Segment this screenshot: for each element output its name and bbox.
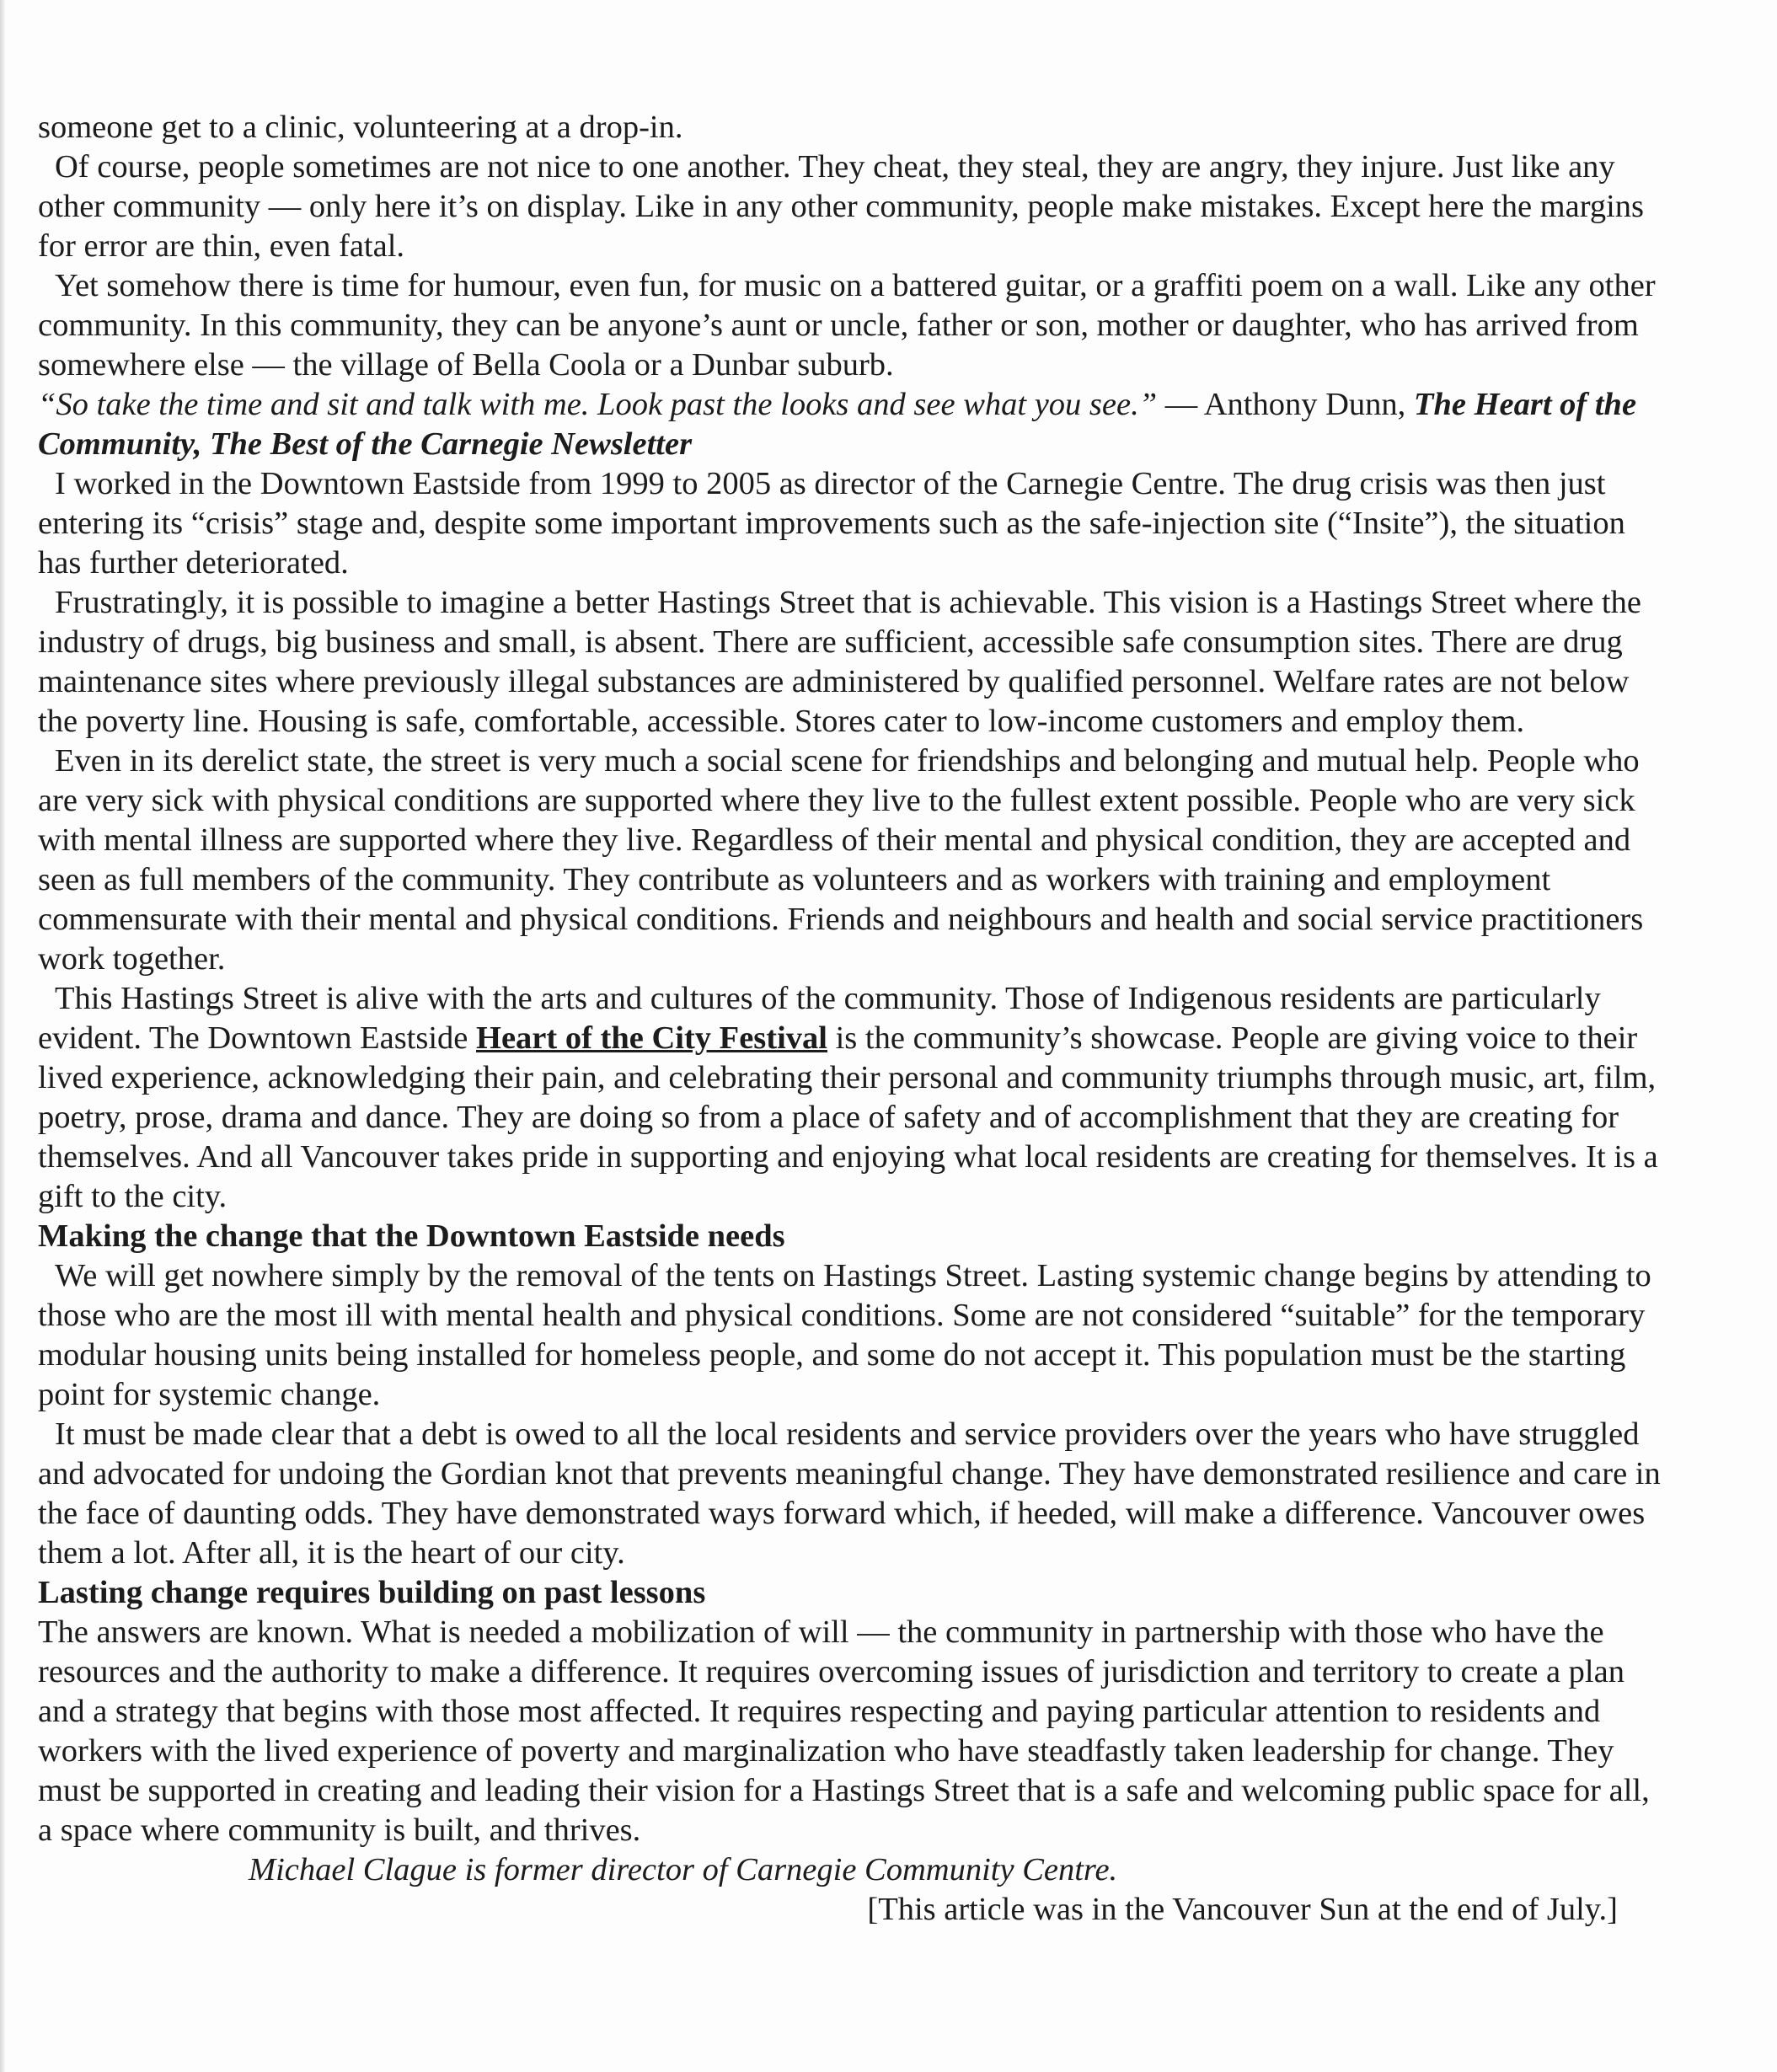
section-heading-change: Making the change that the Downtown Eastside needs — [38, 1218, 785, 1254]
paragraph-community: Of course, people sometimes are not nice to one another. They cheat, they steal, they are angry, they injure. Just like any other community — only here it’s on display. Like in any other community, people make mistakes. Except here the margins for error are thin, even fatal. — [38, 149, 1645, 264]
section-heading-lessons: Lasting change requires building on past lessons — [38, 1575, 706, 1610]
quote-attribution: — Anthony Dunn, — [1157, 387, 1414, 422]
paragraph-vision: Frustratingly, it is possible to imagine a better Hastings Street that is achievable. This vision is a Hastings Street where the industry of drugs, big business and small, is absent. There are sufficient, accessible safe consumption sites. There are drug maintenance sites where previously illegal substances are administered by qualified personnel. Welfare rates are not below the poverty line. Housing is safe, comfortable, accessible. Stores cater to low-income customers and employ them. — [38, 585, 1641, 739]
scan-edge-shadow — [0, 0, 5, 2072]
quote-source-title: The Heart of the Community, The Best of the Carnegie Newsletter — [38, 387, 1637, 462]
author-byline: Michael Clague is former director of Carnegie Community Centre. — [249, 1852, 1118, 1887]
paragraph-director: I worked in the Downtown Eastside from 1999 to 2005 as director of the Carnegie Centre. The drug crisis was then just entering its “crisis” stage and, despite some important improvements such as the safe-injection site (“Insite”), the situation has further deteriorated. — [38, 466, 1625, 581]
paragraph-social-scene: Even in its derelict state, the street is very much a social scene for friendships and belonging and mutual help. People who are very sick with physical conditions are supported where they live to the fullest extent possible. People who are very sick with mental illness are supported where they live. Regardless of their mental and physical condition, they are accepted and seen as full members of the community. They contribute as volunteers and as workers with training and employment commensurate with their mental and physical conditions. Friends and neighbours and health and social service practitioners work together. — [38, 743, 1644, 977]
arts-text-before: This Hastings Street is alive with the arts and cultures of the community. Those of Indigenous residents are particularly evident. The Downtown Eastside — [38, 981, 1601, 1056]
paragraph-continuation: someone get to a clinic, volunteering at a drop-in. — [38, 110, 683, 145]
paragraph-humour: Yet somehow there is time for humour, even fun, for music on a battered guitar, or a graffiti poem on a wall. Like any other community. In this community, they can be anyone’s aunt or uncle, father or son, mother or daughter, who has arrived from somewhere else — the village of Bella Coola or a Dunbar suburb. — [38, 268, 1656, 383]
source-note: [This article was in the Vancouver Sun at the end of July.] — [867, 1892, 1618, 1927]
article-body — [38, 108, 1668, 1930]
pull-quote — [38, 385, 1668, 464]
paragraph-debt: It must be made clear that a debt is owed to all the local residents and service providers over the years who have struggled and advocated for undoing the Gordian knot that prevents meaningful change. They have demonstrated resilience and care in the face of daunting odds. They have demonstrated ways forward which, if heeded, will make a difference. Vancouver owes them a lot. After all, it is the heart of our city. — [38, 1416, 1661, 1571]
paragraph-answers: The answers are known. What is needed a mobilization of will — the community in partnership with those who have the resources and the authority to make a difference. It requires overcoming issues of jurisdiction and territory to create a plan and a strategy that begins with those most affected. It requires respecting and paying particular attention to residents and workers with the lived experience of poverty and marginalization who have steadfastly taken leadership for change. They must be supported in creating and leading their vision for a Hastings Street that is a safe and welcoming public space for all, a space where community is built, and thrives. — [38, 1614, 1650, 1848]
quote-text: “So take the time and sit and talk with me. Look past the looks and see what you see.” — [38, 387, 1158, 422]
paragraph-tents: We will get nowhere simply by the removal of the tents on Hastings Street. Lasting systemic change begins by attending to those who are the most ill with mental health and physical conditions. Some are not considered “suitable” for the temporary modular housing units being installed for homeless people, and some do not accept it. This population must be the starting point for systemic change. — [38, 1258, 1651, 1412]
arts-text-after: is the community’s showcase. People are giving voice to their lived experience, acknowledging their pain, and celebrating their personal and community triumphs through music, art, film, poetry, prose, drama and dance. They are doing so from a place of safety and of accomplishment that they are creating for themselves. And all Vancouver takes pride in supporting and enjoying what local residents are creating for themselves. It is a gift to the city. — [38, 1020, 1658, 1214]
paragraph-arts — [38, 979, 1668, 1217]
festival-link[interactable]: Heart of the City Festival — [476, 1020, 827, 1056]
